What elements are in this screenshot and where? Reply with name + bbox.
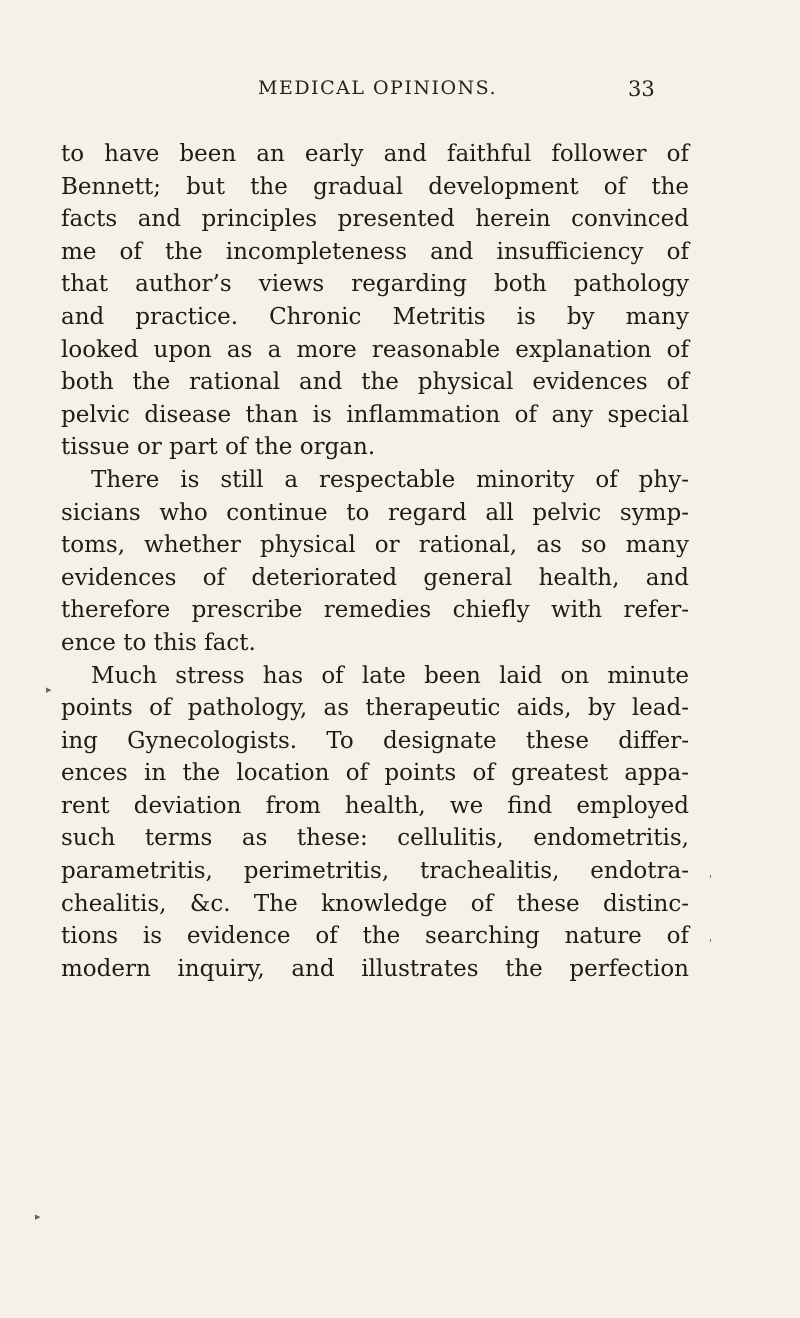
text-line: rent deviation from health, we find employed <box>61 792 689 819</box>
text-line: me of the incompleteness and insufficiency of <box>61 238 689 265</box>
text-line: chealitis, &c. The knowledge of these distinc- <box>61 890 689 917</box>
text-line: such terms as these: cellulitis, endometritis, <box>61 825 689 852</box>
margin-mark: ' <box>709 873 713 886</box>
body-text <box>61 138 689 985</box>
text-line: modern inquiry, and illustrates the perfection <box>61 955 689 982</box>
text-line: toms, whether physical or rational, as so many <box>61 532 689 559</box>
text-line: evidences of deteriorated general health, and <box>61 564 689 591</box>
text-line: looked upon as a more reasonable explanation of <box>61 336 689 363</box>
text-line: parametritis, perimetritis, trachealitis, endotra- <box>61 858 689 885</box>
text-line: pelvic disease than is inflammation of any special <box>61 401 689 428</box>
running-head: MEDICAL OPINIONS. <box>258 77 498 99</box>
margin-mark: ▸ <box>46 683 52 696</box>
margin-mark: ' <box>709 937 713 950</box>
text-line: ence to this fact. <box>61 629 256 656</box>
margin-mark: ▸ <box>35 1210 41 1223</box>
text-line: tissue or part of the organ. <box>61 434 376 461</box>
text-line: and practice. Chronic Metritis is by many <box>61 303 689 330</box>
page-number: 33 <box>628 77 655 101</box>
text-line: therefore prescribe remedies chiefly with refer- <box>61 597 689 624</box>
paragraph-start-line: Much stress has of late been laid on minute <box>91 662 689 689</box>
text-line: to have been an early and faithful follower of <box>61 141 689 167</box>
text-line: points of pathology, as therapeutic aids, by lead- <box>61 695 689 722</box>
text-line: that author’s views regarding both pathology <box>61 271 689 298</box>
text-line: Bennett; but the gradual development of the <box>61 173 689 200</box>
text-line: tions is evidence of the searching nature of <box>61 923 689 950</box>
text-line: both the rational and the physical evidences of <box>61 369 689 396</box>
paragraph-start-line: There is still a respectable minority of phy- <box>91 466 689 493</box>
text-line: facts and principles presented herein convinced <box>61 206 689 233</box>
text-line: ing Gynecologists. To designate these differ- <box>61 727 689 754</box>
text-line: sicians who continue to regard all pelvic symp- <box>61 499 689 526</box>
text-line: ences in the location of points of greatest appa- <box>61 760 689 787</box>
